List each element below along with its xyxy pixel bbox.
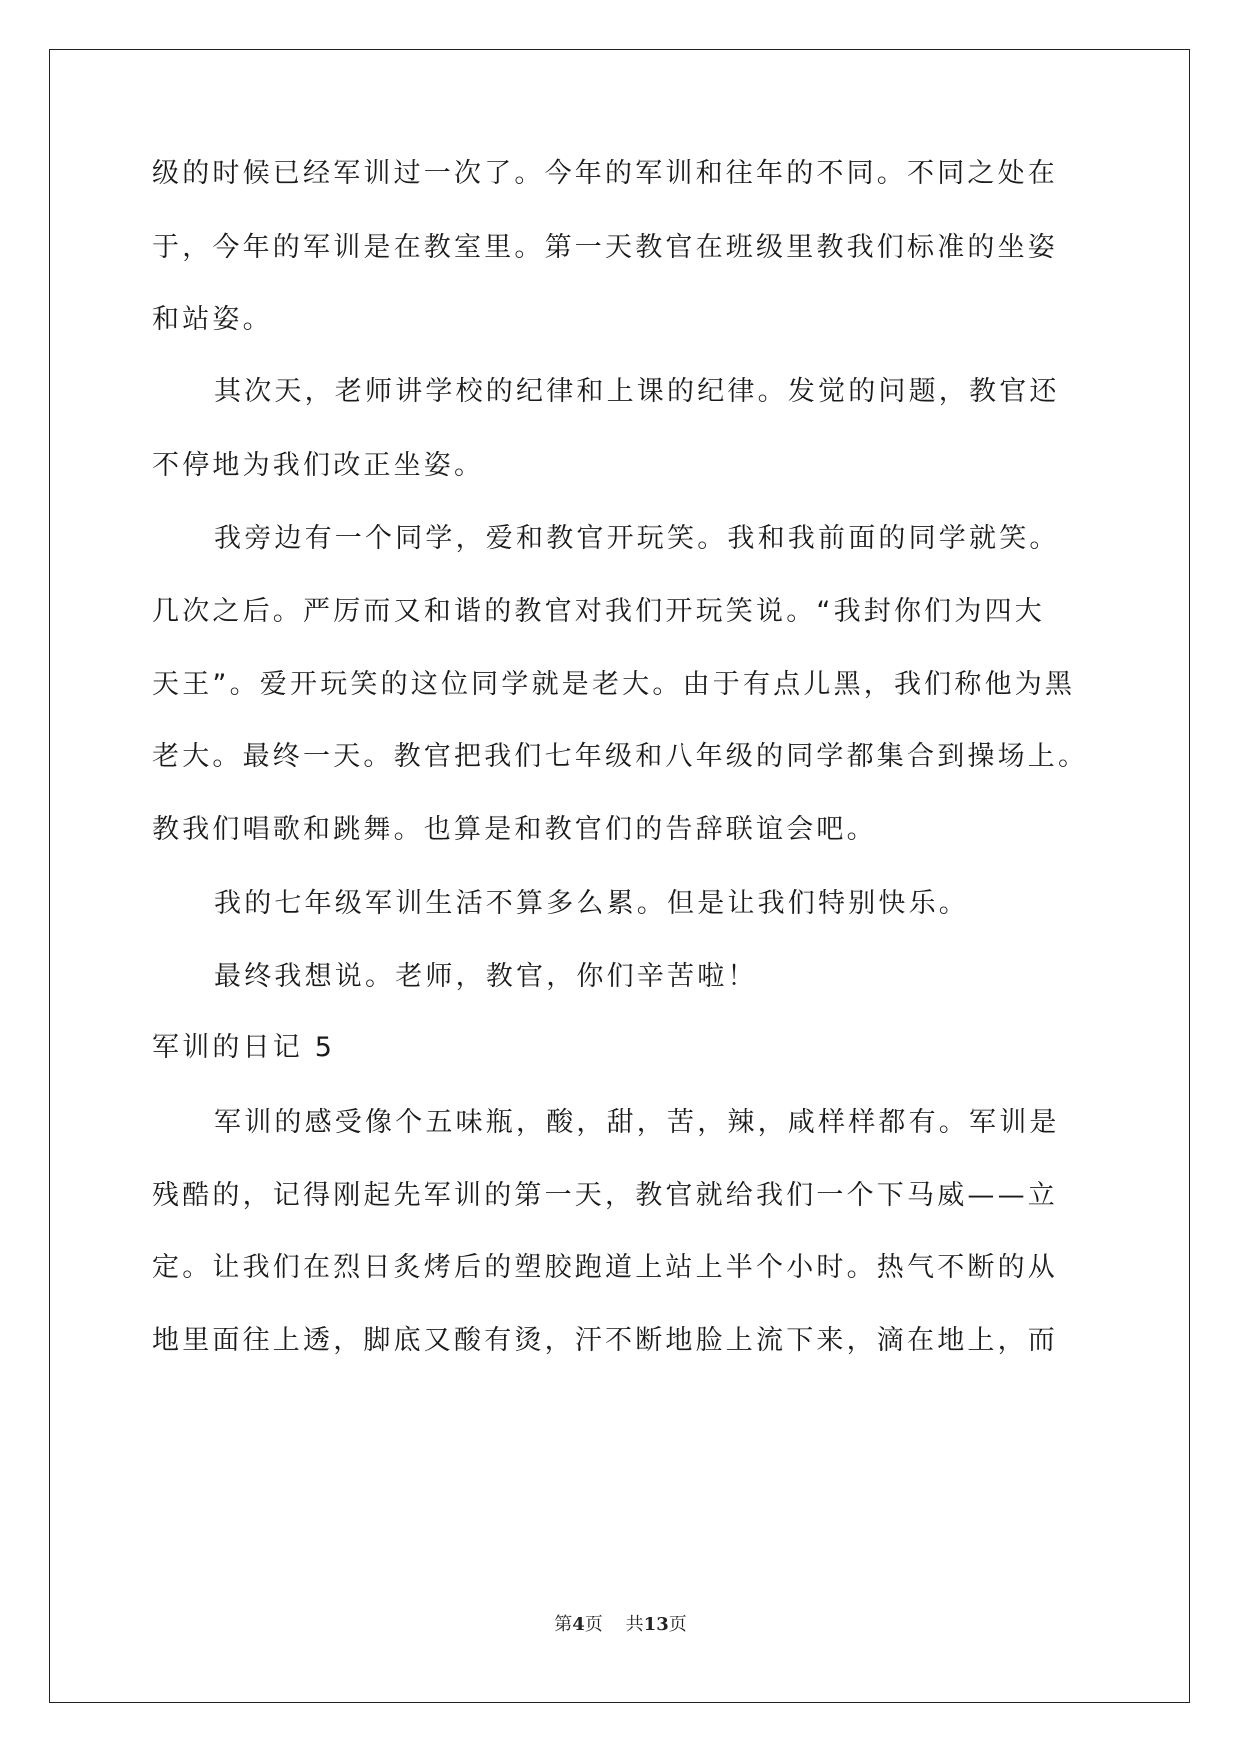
footer-total-suffix: 页 xyxy=(668,1614,687,1635)
text-line: 最终我想说。老师，教官，你们辛苦啦！ xyxy=(214,961,758,992)
page-border xyxy=(49,49,1190,1703)
text-line: 我的七年级军训生活不算多么累。但是让我们特别快乐。 xyxy=(214,888,969,919)
footer-total-prefix: 共 xyxy=(625,1614,644,1635)
text-line: 我旁边有一个同学，爱和教官开玩笑。我和我前面的同学就笑。 xyxy=(214,523,1060,554)
text-line: 地里面往上透，脚底又酸有烫，汗不断地脸上流下来，滴在地上，而 xyxy=(152,1325,1058,1356)
page-footer xyxy=(0,1610,1241,1636)
section-heading: 军训的日记 5 xyxy=(152,1032,336,1063)
text-line: 老大。最终一天。教官把我们七年级和八年级的同学都集合到操场上。 xyxy=(152,741,1089,772)
footer-page-suffix: 页 xyxy=(584,1614,603,1635)
text-line: 残酷的，记得刚起先军训的第一天，教官就给我们一个下马威——立 xyxy=(152,1180,1058,1211)
text-line: 其次天，老师讲学校的纪律和上课的纪律。发觉的问题，教官还 xyxy=(214,376,1060,407)
text-line: 军训的感受像个五味瓶，酸，甜，苦，辣，咸样样都有。军训是 xyxy=(214,1107,1060,1138)
text-line: 定。让我们在烈日炙烤后的塑胶跑道上站上半个小时。热气不断的从 xyxy=(152,1252,1058,1283)
text-line: 和站姿。 xyxy=(152,304,273,335)
text-line: 天王”。爱开玩笑的这位同学就是老大。由于有点儿黑，我们称他为黑 xyxy=(152,669,1076,700)
text-line: 教我们唱歌和跳舞。也算是和教官们的告辞联谊会吧。 xyxy=(152,814,877,845)
text-line: 几次之后。严厉而又和谐的教官对我们开玩笑说。“我封你们为四大 xyxy=(152,596,1045,627)
text-line: 于，今年的军训是在教室里。第一天教官在班级里教我们标准的坐姿 xyxy=(152,232,1058,263)
footer-total-pages: 13 xyxy=(643,1614,669,1635)
footer-current-page: 4 xyxy=(572,1614,585,1635)
footer-prefix: 第 xyxy=(554,1614,573,1635)
text-line: 不停地为我们改正坐姿。 xyxy=(152,450,485,481)
text-line: 级的时候已经军训过一次了。今年的军训和往年的不同。不同之处在 xyxy=(152,158,1058,189)
